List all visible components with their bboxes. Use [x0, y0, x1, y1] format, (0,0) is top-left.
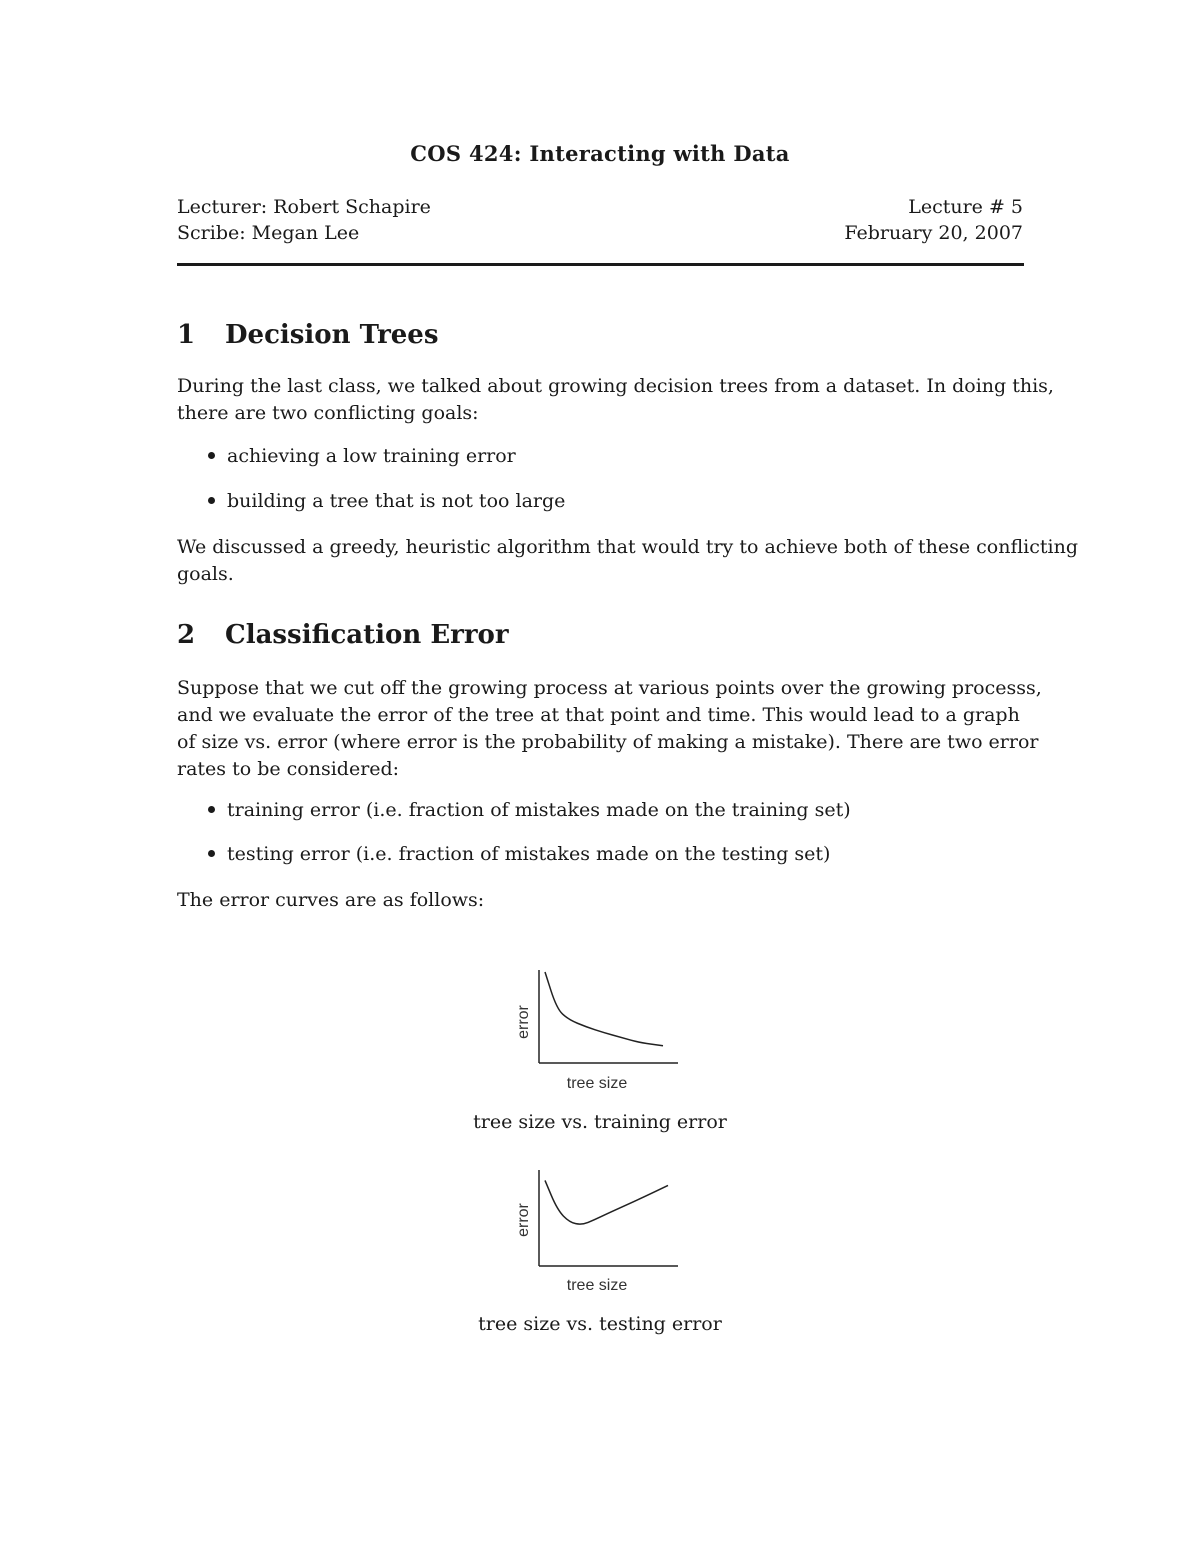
header-divider	[177, 263, 1024, 266]
paragraph-line: there are two conflicting goals:	[177, 402, 479, 424]
paragraph-line: and we evaluate the error of the tree at that point and time. This would lead to a graph	[177, 704, 1020, 726]
paragraph-line: goals.	[177, 563, 234, 585]
training-error-chart	[505, 962, 695, 1097]
figure-caption: tree size vs. testing error	[478, 1313, 722, 1335]
y-axis-label: error	[515, 1005, 532, 1039]
list-item	[208, 843, 830, 865]
lecturer-line: Lecturer: Robert Schapire	[177, 196, 431, 218]
paragraph-line: We discussed a greedy, heuristic algorithm that would try to achieve both of these conflicting	[177, 536, 1078, 558]
y-axis-label: error	[515, 1203, 532, 1237]
paragraph-line: rates to be considered:	[177, 758, 400, 780]
lecture-number: Lecture # 5	[908, 196, 1023, 218]
figure-caption: tree size vs. training error	[473, 1111, 727, 1133]
x-axis-label: tree size	[566, 1277, 628, 1294]
training-error-curve	[545, 972, 663, 1046]
list-item-text: training error (i.e. fraction of mistakes made on the training set)	[227, 799, 851, 821]
list-item-text: achieving a low training error	[227, 445, 516, 467]
paragraph-line: of size vs. error (where error is the probability of making a mistake). There are two error	[177, 731, 1039, 753]
scribe-line: Scribe: Megan Lee	[177, 222, 360, 244]
section-heading-decision-trees	[177, 320, 438, 350]
section-number: 1	[177, 320, 196, 350]
paragraph-line: During the last class, we talked about growing decision trees from a dataset. In doing this,	[177, 375, 1054, 397]
course-title: COS 424: Interacting with Data	[410, 141, 790, 166]
testing-error-chart	[505, 1164, 695, 1299]
list-item-text: building a tree that is not too large	[227, 490, 566, 512]
list-item	[208, 490, 565, 512]
bullet-icon	[208, 806, 215, 813]
section-heading-classification-error	[177, 620, 509, 650]
section-title: Decision Trees	[225, 320, 439, 350]
paragraph-line: The error curves are as follows:	[177, 889, 485, 911]
bullet-icon	[208, 497, 215, 504]
x-axis-label: tree size	[566, 1075, 628, 1092]
testing-error-curve	[545, 1180, 668, 1224]
section-title: Classification Error	[225, 620, 509, 650]
list-item	[208, 799, 851, 821]
paragraph-line: Suppose that we cut off the growing process at various points over the growing processs,	[177, 677, 1042, 699]
list-item-text: testing error (i.e. fraction of mistakes made on the testing set)	[227, 843, 831, 865]
bullet-icon	[208, 452, 215, 459]
list-item	[208, 445, 516, 467]
lecture-date: February 20, 2007	[844, 222, 1023, 244]
bullet-icon	[208, 850, 215, 857]
section-number: 2	[177, 620, 196, 650]
